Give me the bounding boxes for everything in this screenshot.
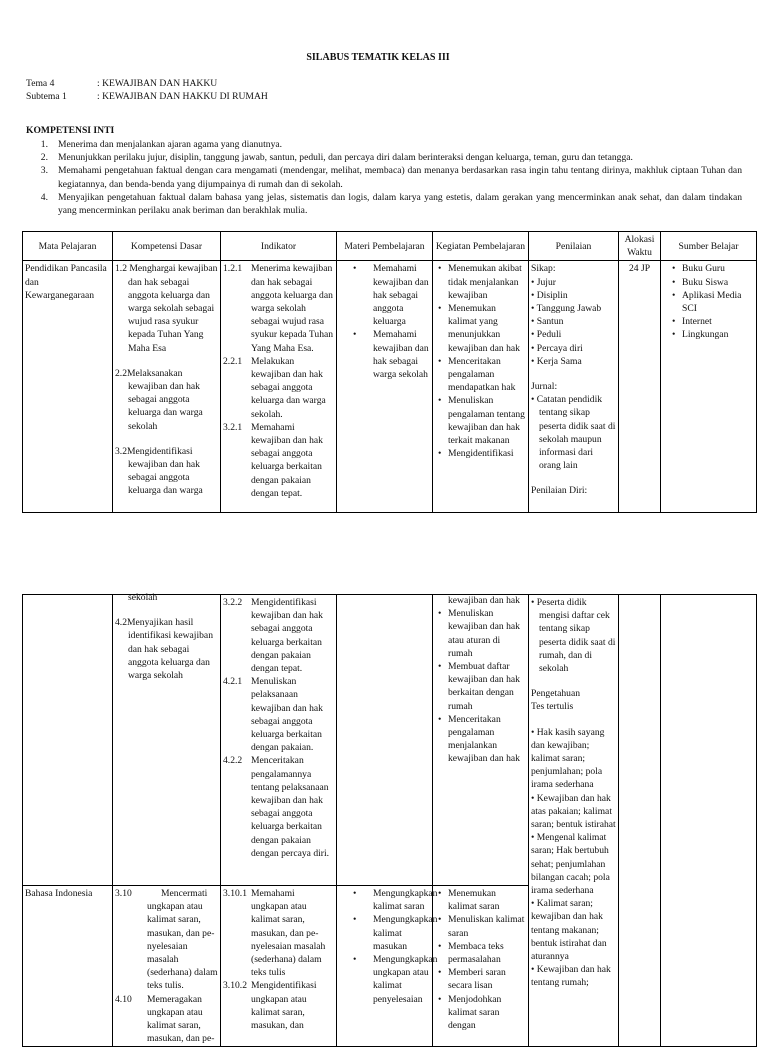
mapel-cell: [23, 595, 113, 886]
indikator-item: [223, 421, 334, 500]
kegiatan-item: • Menemukan akibat tidak menjalankan kewajiban: [448, 262, 526, 302]
kd-cell: [113, 886, 221, 1047]
sikap-item: • Jujur: [531, 276, 556, 288]
indikator-text: Menceritakan pengalamannya tentang pelaksanaan kewajiban dan hak sebagai anggota keluarga berkaitan dengan pakaian dengan percaya diri.: [251, 755, 330, 859]
ki-item: [26, 138, 742, 151]
pengetahuan-label: Pengetahuan: [531, 688, 581, 700]
ki-text: Menerima dan menjalankan ajaran agama yang dianutnya.: [58, 139, 283, 150]
materi-item: • Memahami kewajiban dan hak sebagai anggota keluarga: [373, 262, 430, 328]
header-mata-pelajaran: Mata Pelajaran: [23, 232, 113, 261]
sumber-item: • Buku Siswa: [682, 276, 754, 289]
header-materi: Materi Pembelajaran: [337, 232, 433, 261]
kegiatan-cell: [433, 261, 529, 513]
kd-item: 2.2Melaksanakan kewajiban dan hak sebagai anggota keluarga dan warga sekolah: [115, 367, 203, 432]
kd-item: 1.2 Menghargai kewajiban dan hak sebagai anggota keluarga dan warga sekolah sebagai wujud rasa syukur kepada Tuhan Yang Maha Esa: [115, 263, 218, 354]
indikator-cell: [221, 886, 337, 1047]
meta-value: : KEWAJIBAN DAN HAKKU: [97, 78, 218, 89]
indikator-text: Memahami kewajiban dan hak sebagai anggota keluarga berkaitan dengan pakaian dengan tepat.: [251, 421, 323, 499]
kegiatan-item: • Menjodohkan kalimat saran dengan: [448, 993, 526, 1033]
tes-item: • Kalimat saran; kewajiban dan hak tentang makanan; bentuk istirahat dan aturannya: [531, 898, 607, 963]
header-kegiatan: Kegiatan Pembelajaran: [433, 232, 529, 261]
meta-row-subtema: [26, 90, 268, 103]
kd-number: 3.10: [115, 888, 132, 899]
indikator-text: Menerima kewajiban dan hak sebagai anggota keluarga dan warga sekolah sebagai wujud rasa syukur kepada Tuhan Yang Maha Esa.: [251, 263, 334, 354]
mapel-cell: Bahasa Indonesia: [23, 886, 113, 1047]
header-penilaian: Penilaian: [529, 232, 619, 261]
penilaian-diri-item: • Peserta didik mengisi daftar cek tentang sikap peserta didik saat di rumah, dan di sekolah: [531, 597, 616, 675]
ki-text: Menunjukkan perilaku jujur, disiplin, tanggung jawab, santun, peduli, dan percaya diri dalam berinteraksi dengan keluarga, teman, guru dan tetangga.: [58, 152, 633, 164]
header-indikator: Indikator: [221, 232, 337, 261]
ki-heading: KOMPETENSI INTI: [26, 125, 115, 136]
kd-cell: [113, 592, 221, 886]
kegiatan-cell: [433, 886, 529, 1047]
ki-number: 4.: [40, 191, 48, 203]
sumber-item: • Lingkungan: [682, 328, 754, 341]
indikator-item: [223, 754, 334, 860]
materi-cell: [337, 261, 433, 513]
meta-value: : KEWAJIBAN DAN HAKKU DI RUMAH: [97, 91, 268, 103]
sikap-item: • Tanggung Jawab: [531, 303, 602, 315]
indikator-item: [223, 887, 334, 979]
ki-text: Menyajikan pengetahuan faktual dalam bahasa yang jelas, sistematis dan logis, dalam karya yang estetis, dalam gerakan yang mencerminkan anak sehat, dan dalam tindakan yang mencerminkan perilaku anak beriman dan berakhlak mulia.: [58, 191, 742, 217]
kegiatan-item: • Menuliskan pengalaman tentang kewajiban dan hak terkait makanan: [448, 394, 526, 447]
sikap-item: • Disiplin: [531, 289, 568, 301]
materi-cell: [337, 595, 433, 886]
indikator-text: Mengidentifikasi ungkapan atau kalimat saran, masukan, dan: [251, 980, 317, 1032]
indikator-item: [223, 596, 334, 675]
indikator-item: [223, 675, 334, 754]
meta-key: Tema 4: [26, 78, 55, 89]
tes-item: • Hak kasih sayang dan kewajiban; kalimat saran; penjumlahan; pola irama sederhana: [531, 726, 605, 791]
ki-number: 3.: [40, 165, 48, 177]
indikator-item: [223, 262, 334, 354]
syllabus-table-page-1: [22, 231, 757, 513]
kegiatan-continuation: kewajiban dan hak: [448, 595, 520, 606]
sumber-item: • Aplikasi Media SCI: [682, 289, 754, 315]
jurnal-item: • Catatan pendidik tentang sikap peserta didik saat di sekolah maupun informasi dari orang lain: [531, 394, 616, 472]
sikap-item: • Percaya diri: [531, 342, 583, 354]
kd-item: 4.2Menyajikan hasil identifikasi kewajiban dan hak sebagai anggota keluarga dan warga sekolah: [115, 617, 213, 682]
kegiatan-item: • Membuat daftar kewajiban dan hak berkaitan dengan rumah: [448, 660, 526, 713]
indikator-text: Memahami ungkapan atau kalimat saran, masukan, dan pe-nyelesaian masalah (sederhana) dalam teks tulis: [251, 888, 326, 979]
sumber-item: • Buku Guru: [682, 262, 754, 275]
header-sumber: Sumber Belajar: [661, 232, 757, 261]
indikator-item: [223, 355, 334, 421]
ki-text: Memahami pengetahuan faktual dengan cara mengamati (mendengar, melihat, membaca) dan menanya berdasarkan rasa ingin tahu tentang dirinya, makhluk ciptaan Tuhan dan kegiatannya, dan benda-benda yang dijumpainya di rumah dan di sekolah.: [58, 165, 742, 190]
meta-key: Subtema 1: [26, 91, 67, 103]
jurnal-label: Jurnal:: [531, 381, 558, 393]
penilaian-cell: [529, 261, 619, 513]
kd-item: [115, 887, 218, 993]
materi-item: • Mengungkapkan kalimat masukan: [373, 913, 430, 953]
mapel-cell: Pendidikan Pancasila dan Kewarganegaraan: [23, 261, 113, 513]
kd-text: Memeragakan ungkapan atau kalimat saran, masukan, dan pe-: [147, 993, 215, 1045]
ki-item: [26, 164, 742, 190]
indikator-number: 4.2.1: [223, 676, 243, 688]
ki-number: 2.: [40, 152, 48, 164]
materi-item: • Memahami kewajiban dan hak sebagai warga sekolah: [373, 328, 430, 381]
indikator-cell: [221, 595, 337, 886]
kd-item: [115, 993, 218, 1046]
table-header-row: [23, 232, 757, 261]
indikator-number: 2.2.1: [223, 355, 243, 367]
penilaian-diri-label: Penilaian Diri:: [531, 485, 588, 497]
tes-label: Tes tertulis: [531, 701, 574, 713]
kegiatan-item: • Menuliskan kalimat saran: [448, 913, 526, 939]
header-kompetensi-dasar: Kompetensi Dasar: [113, 232, 221, 261]
theme-meta: [26, 77, 268, 104]
kd-continuation: sekolah: [128, 592, 158, 603]
kd-number: 4.10: [115, 993, 132, 1005]
kegiatan-item: • Menceritakan pengalaman menjalankan kewajiban dan hak: [448, 713, 526, 766]
ki-list: [26, 138, 742, 217]
page-title: SILABUS TEMATIK KELAS III: [306, 52, 450, 63]
indikator-number: 3.10.1: [223, 888, 247, 899]
tes-item: • Mengenal kalimat saran; Hak bertubuh sehat; penjumlahan bilangan cacah; pola irama sederhana: [531, 832, 610, 897]
indikator-number: 4.2.2: [223, 755, 243, 767]
sumber-cell: [661, 261, 757, 513]
kegiatan-item: • Menemukan kalimat saran: [448, 887, 526, 913]
materi-item: • Mengungkapkan ungkapan atau kalimat penyelesaian: [373, 953, 430, 1006]
header-alokasi: Alokasi Waktu: [619, 232, 661, 261]
kd-item: 3.2Mengidentifikasi kewajiban dan hak sebagai anggota keluarga dan warga: [115, 445, 203, 497]
kegiatan-item: • Menuliskan kewajiban dan hak atau aturan di rumah: [448, 607, 526, 660]
indikator-item: [223, 979, 334, 1032]
kegiatan-item: • Memberi saran secara lisan: [448, 966, 526, 992]
kegiatan-item: • Menceritakan pengalaman mendapatkan hak: [448, 355, 526, 395]
kegiatan-item: • Menemukan kalimat yang menunjukkan kewajiban dan hak: [448, 302, 526, 355]
table-row: [23, 595, 757, 886]
indikator-number: 3.2.1: [223, 421, 243, 433]
kd-cell: [113, 261, 221, 513]
indikator-number: 1.2.1: [223, 263, 243, 275]
penilaian-cell: [529, 595, 619, 1047]
indikator-text: Mengidentifikasi kewajiban dan hak sebagai anggota keluarga berkaitan dengan pakaian dengan tepat.: [251, 597, 323, 675]
table-row: [23, 261, 757, 513]
sumber-item: • Internet: [682, 315, 754, 328]
indikator-text: Menuliskan pelaksanaan kewajiban dan hak sebagai anggota keluarga berkaitan dengan pakaian.: [251, 676, 323, 754]
sikap-item: • Kerja Sama: [531, 355, 582, 367]
ki-item: [26, 151, 742, 164]
indikator-number: 3.10.2: [223, 980, 247, 992]
alokasi-cell: [619, 595, 661, 1047]
ki-item: [26, 191, 742, 217]
kegiatan-item: • Membaca teks permasalahan: [448, 940, 526, 966]
alokasi-cell: 24 JP: [619, 261, 661, 513]
sikap-item: • Santun: [531, 316, 564, 328]
ki-number: 1.: [40, 139, 48, 150]
indikator-text: Melakukan kewajiban dan hak sebagai anggota keluarga dan warga sekolah.: [251, 355, 326, 420]
tes-item: • Kewajiban dan hak atas pakaian; kalimat saran; bentuk istirahat: [531, 792, 616, 831]
materi-cell: [337, 886, 438, 1047]
indikator-number: 3.2.2: [223, 597, 243, 608]
tes-item: • Kewajiban dan hak tentang rumah;: [531, 964, 611, 989]
kegiatan-cell: [433, 595, 529, 886]
syllabus-table-page-2: [22, 594, 757, 1047]
kd-text: Mencermati ungkapan atau kalimat saran, masukan, dan pe-nyelesaian masalah (sederhana) dalam teks tulis.: [147, 888, 218, 992]
sumber-cell: [661, 595, 757, 1047]
sikap-label: Sikap:: [531, 263, 556, 275]
meta-row-tema: [26, 77, 268, 90]
indikator-cell: [221, 261, 337, 513]
sikap-item: • Peduli: [531, 329, 562, 341]
kegiatan-item: • Mengidentifikasi: [448, 447, 526, 460]
materi-item: • Mengungkapkan kalimat saran: [373, 887, 430, 913]
